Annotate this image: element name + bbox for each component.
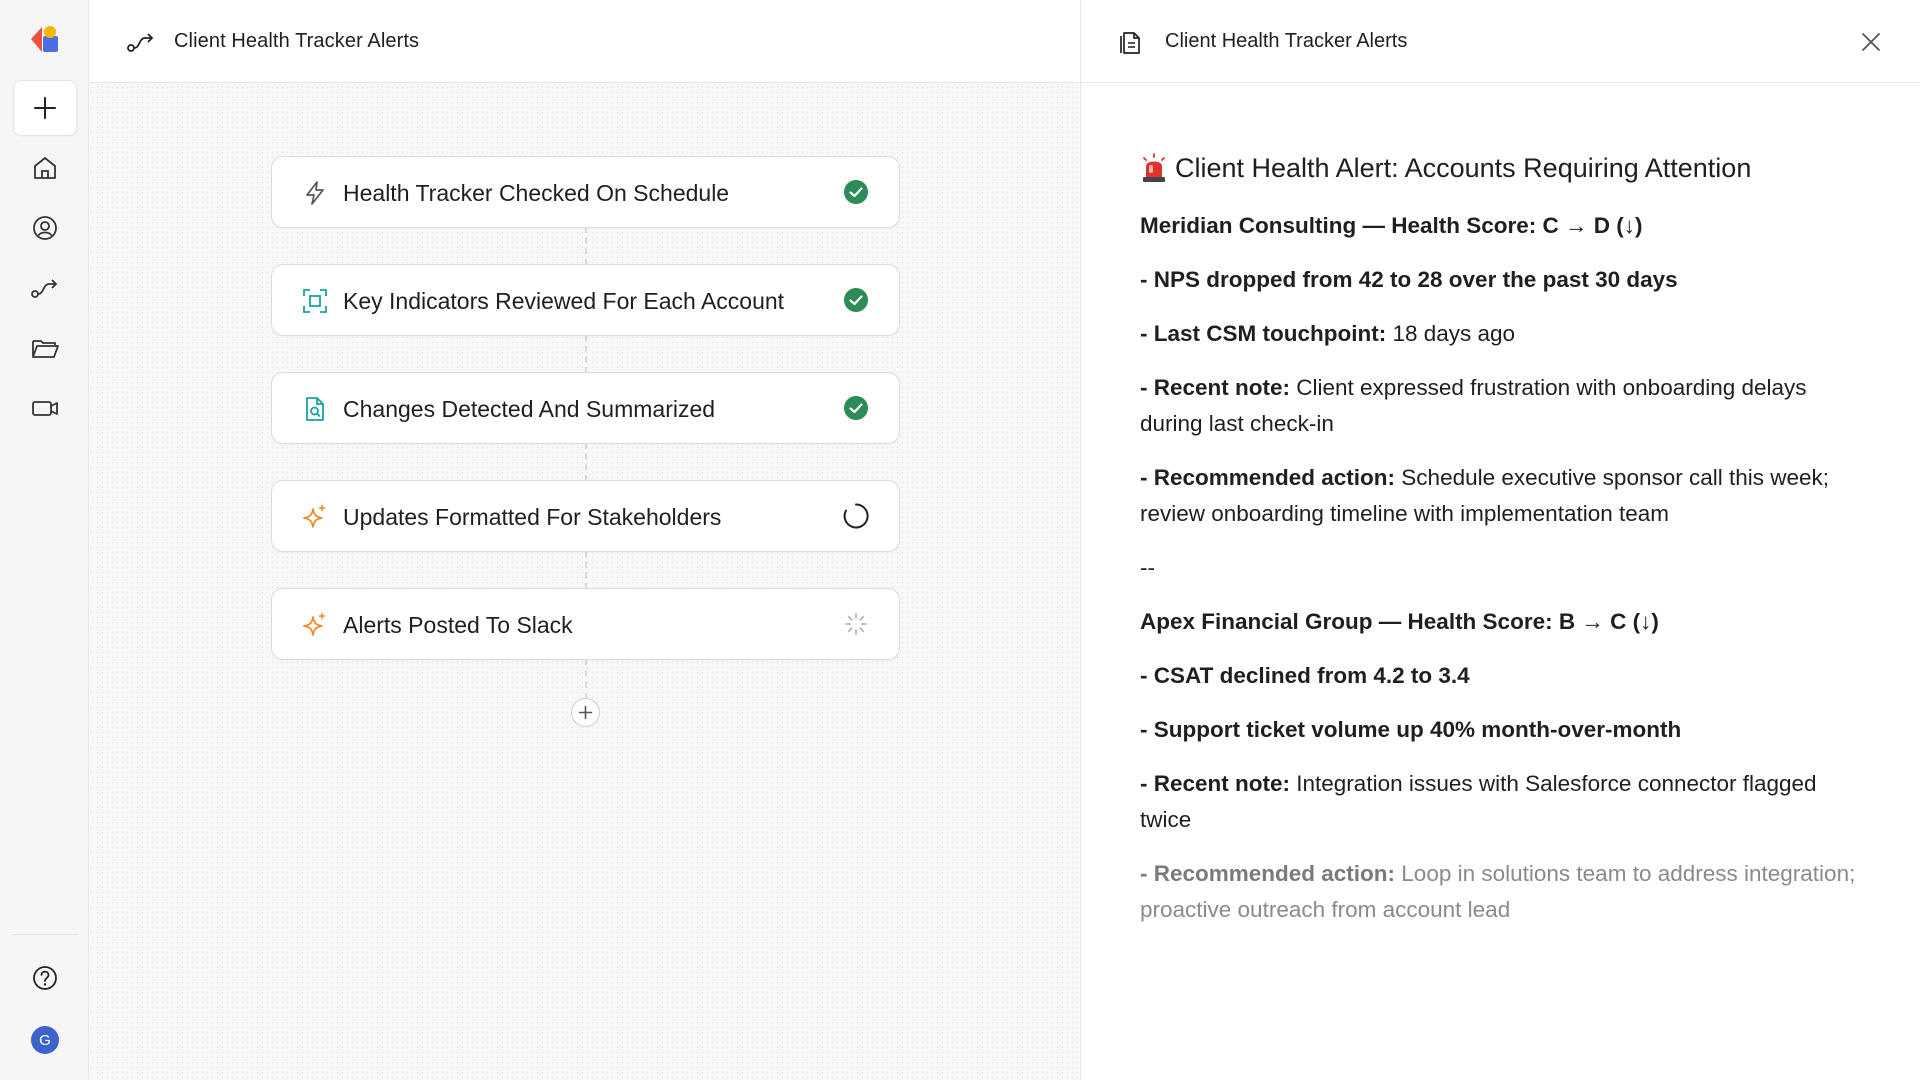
alert-bullet: - Recommended action: Loop in solutions team to address integration; proactive outreach from account lead: [1140, 861, 1856, 922]
sidebar: [0, 0, 89, 1080]
document-search-icon: [302, 396, 328, 422]
avatar[interactable]: G: [31, 1026, 59, 1054]
check-circle-icon: [843, 287, 869, 313]
sidebar-divider: [12, 934, 78, 935]
workflow-icon: [126, 29, 156, 55]
app-logo[interactable]: [30, 26, 59, 53]
account-heading: Meridian Consulting — Health Score: C → D (↓): [1140, 213, 1643, 238]
folder-icon: [30, 334, 60, 362]
plus-icon: [32, 95, 58, 121]
workflow-step[interactable]: [271, 372, 900, 444]
panel-title: Client Health Tracker Alerts: [1165, 30, 1408, 52]
new-button[interactable]: [13, 80, 77, 136]
check-circle-icon: [843, 179, 869, 205]
step-connector: [585, 443, 587, 481]
output-panel: [1080, 0, 1920, 1080]
workflow-icon: [30, 274, 60, 302]
workflow-step[interactable]: [271, 480, 900, 552]
alert-bullet: - Recent note: Client expressed frustration with onboarding delays during last check-in: [1140, 375, 1807, 436]
alert-bullet: - Last CSM touchpoint: 18 days ago: [1140, 321, 1516, 346]
step-label: Changes Detected And Summarized: [343, 396, 716, 422]
step-connector: [585, 551, 587, 589]
step-label: Key Indicators Reviewed For Each Account: [343, 288, 785, 314]
check-circle-icon: [843, 395, 869, 421]
plus-icon: [578, 705, 593, 720]
video-icon: [30, 394, 60, 422]
lightning-icon: [302, 180, 328, 206]
alert-bullet: - CSAT declined from 4.2 to 3.4: [1140, 663, 1470, 688]
panel-header: [1081, 0, 1920, 83]
sidebar-item-home[interactable]: [13, 140, 77, 196]
sidebar-item-folders[interactable]: [13, 320, 77, 376]
add-step-button[interactable]: [571, 698, 600, 727]
workflow-step[interactable]: [271, 588, 900, 660]
step-label: Updates Formatted For Stakeholders: [343, 504, 722, 530]
loading-spinner-icon: [843, 503, 869, 529]
sidebar-item-recordings[interactable]: [13, 380, 77, 436]
help-button[interactable]: [13, 950, 77, 1006]
step-connector: [585, 659, 587, 699]
siren-icon: [1140, 153, 1168, 183]
sidebar-item-profile[interactable]: [13, 200, 77, 256]
alert-bullet: - Recommended action: Schedule executive sponsor call this week; review onboarding timeline with implementation team: [1140, 465, 1830, 526]
sidebar-item-workflows[interactable]: [13, 260, 77, 316]
section-separator: --: [1140, 555, 1155, 580]
step-label: Health Tracker Checked On Schedule: [343, 180, 730, 206]
help-icon: [31, 964, 59, 992]
sparkle-icon: [302, 504, 328, 530]
canvas-header: [90, 0, 1079, 83]
alert-bullet: - Support ticket volume up 40% month-over-month: [1140, 717, 1682, 742]
close-icon[interactable]: [1859, 30, 1883, 54]
alert-title-text: Client Health Alert: Accounts Requiring Attention: [1175, 153, 1752, 183]
scan-icon: [302, 288, 328, 314]
alert-content: [1140, 150, 1870, 946]
workflow-canvas: [90, 0, 1079, 1080]
alert-bullet: - Recent note: Integration issues with Salesforce connector flagged twice: [1140, 771, 1817, 832]
step-label: Alerts Posted To Slack: [343, 612, 573, 638]
user-circle-icon: [31, 214, 59, 242]
workflow-step[interactable]: [271, 156, 900, 228]
document-icon: [1119, 29, 1143, 55]
step-connector: [585, 335, 587, 373]
account-heading: Apex Financial Group — Health Score: B → C (↓): [1140, 609, 1659, 634]
step-connector: [585, 227, 587, 265]
home-icon: [31, 154, 59, 182]
workflow-step[interactable]: [271, 264, 900, 336]
alert-title: [1140, 150, 1870, 186]
workflow-title: Client Health Tracker Alerts: [174, 30, 420, 52]
pending-spinner-icon: [843, 611, 869, 637]
alert-bullet: - NPS dropped from 42 to 28 over the past 30 days: [1140, 267, 1678, 292]
sparkle-icon: [302, 612, 328, 638]
